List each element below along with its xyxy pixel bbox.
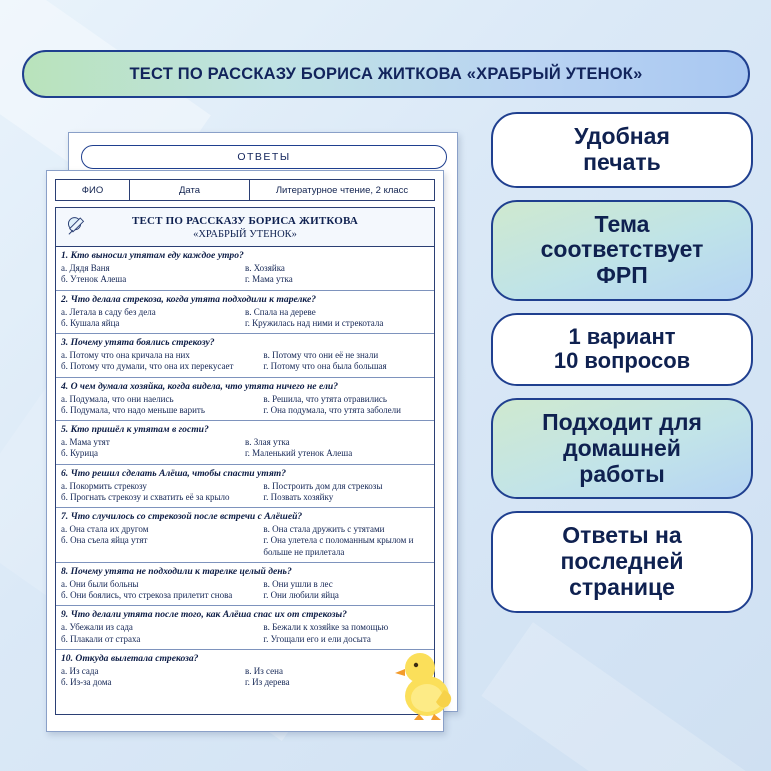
option-list <box>61 307 429 330</box>
question-text: 5. Кто пришёл к утятам в гости? <box>61 424 209 435</box>
test-sheet <box>46 170 444 732</box>
page-title: ТЕСТ ПО РАССКАЗУ БОРИСА ЖИТКОВА «ХРАБРЫЙ УТЕНОК» <box>129 64 643 83</box>
option[interactable]: б. Подумала, что надо меньше варить <box>61 404 205 415</box>
option[interactable]: в. Потому что они её не знали <box>263 350 379 360</box>
option[interactable]: в. Злая утка <box>245 437 290 447</box>
option[interactable]: б. Она съела яйца утят <box>61 535 148 546</box>
feature-line: домашней <box>563 434 681 461</box>
option[interactable]: г. Мама утка <box>245 274 293 285</box>
question-item <box>56 650 434 693</box>
feature-line: Подходит для <box>542 409 702 435</box>
option-list <box>61 579 429 602</box>
feature-pill-homework <box>491 398 753 499</box>
question-item <box>56 421 434 465</box>
option[interactable]: б. Из-за дома <box>61 677 112 687</box>
option[interactable]: а. Она стала их другом <box>61 524 149 534</box>
feature-pill-convenient-printing <box>491 112 753 188</box>
question-item <box>56 465 434 509</box>
question-text: 3. Почему утята боялись стрекозу? <box>61 337 215 348</box>
option[interactable]: а. Из сада <box>61 665 99 676</box>
option[interactable]: в. Они ушли в лес <box>263 578 333 589</box>
question-item <box>56 334 434 378</box>
question-text: 4. О чем думала хозяйка, когда видела, что утята ничего не ели? <box>61 380 339 392</box>
option-list <box>61 481 429 504</box>
feature-line: последней <box>560 548 684 574</box>
option[interactable]: а. Дядя Ваня <box>61 263 110 273</box>
question-item <box>56 378 434 422</box>
feature-line: Удобная <box>574 123 670 149</box>
option[interactable]: б. Курица <box>61 448 99 459</box>
question-text: 8. Почему утята не подходили к тарелке целый день? <box>61 565 292 577</box>
feature-line: соответствует <box>540 236 704 263</box>
field-subject: Литературное чтение, 2 класс <box>275 184 409 196</box>
question-text: 1. Кто выносил утятам еду каждое утро? <box>61 250 244 261</box>
option[interactable]: в. Спала на дереве <box>245 306 316 317</box>
feature-pill-variants-questions <box>491 313 753 386</box>
field-fio: ФИО <box>56 180 130 200</box>
question-item <box>56 291 434 335</box>
option[interactable]: а. Летала в саду без дела <box>61 306 156 317</box>
feature-line: 1 вариант <box>568 323 676 349</box>
option[interactable]: г. Из дерева <box>245 677 290 687</box>
option[interactable]: в. Бежали к хозяйке за помощью <box>263 622 389 633</box>
feature-pill-list <box>491 112 753 613</box>
option-list <box>61 263 429 286</box>
field-date: Дата <box>130 180 250 200</box>
feature-pill-answers-last-page <box>491 511 753 612</box>
option[interactable]: а. Они были больны <box>61 578 139 589</box>
option[interactable]: г. Маленький утенок Алеша <box>245 448 353 459</box>
option[interactable]: в. Решила, что утята отравились <box>263 393 387 404</box>
option[interactable]: б. Прогнать стрекозу и схватить её за крыло <box>61 491 230 502</box>
feature-line: печать <box>583 148 661 175</box>
test-title-line1: ТЕСТ ПО РАССКАЗУ БОРИСА ЖИТКОВА <box>131 215 359 227</box>
option-list <box>61 666 429 689</box>
feature-line: 10 вопросов <box>553 348 691 374</box>
feature-line: Тема <box>594 210 650 237</box>
worksheet-preview-stack <box>46 132 466 732</box>
option[interactable]: г. Позвать хозяйку <box>263 491 334 502</box>
question-text: 9. Что делали утята после того, как Алёша спас их от стрекозы? <box>61 609 347 621</box>
question-item <box>56 508 434 563</box>
option[interactable]: а. Убежали из сада <box>61 622 133 633</box>
option[interactable]: г. Она улетела с поломанным крылом и больше не прилетала <box>263 535 414 557</box>
option[interactable]: в. Хозяйка <box>245 263 285 273</box>
option[interactable]: б. Плакали от страха <box>61 633 141 644</box>
option[interactable]: б. Потому что думали, что она их перекусает <box>61 361 234 372</box>
question-item <box>56 606 434 650</box>
question-list <box>56 247 434 692</box>
student-info-row <box>55 179 435 201</box>
option[interactable]: в. Построить дом для стрекозы <box>263 480 383 491</box>
question-text: 7. Что случилось со стрекозой после встречи с Алёшей? <box>61 511 303 522</box>
option[interactable]: г. Потому что она была большая <box>263 361 387 372</box>
option[interactable]: а. Потому что она кричала на них <box>61 350 190 360</box>
question-item <box>56 563 434 607</box>
test-body <box>55 207 435 715</box>
question-text: 6. Что решил сделать Алёша, чтобы спасти утят? <box>61 467 287 479</box>
question-item <box>56 247 434 291</box>
feature-line: работы <box>579 460 665 487</box>
option[interactable]: б. Утенок Алеша <box>61 274 127 285</box>
option-list <box>61 524 429 558</box>
option-list <box>61 437 429 460</box>
pushpin-icon <box>64 214 90 240</box>
test-title-line2: «ХРАБРЫЙ УТЕНОК» <box>193 229 297 240</box>
answers-sheet-label: ОТВЕТЫ <box>81 145 447 169</box>
option[interactable]: б. Кушала яйца <box>61 317 120 328</box>
feature-line: странице <box>569 573 675 600</box>
option-list <box>61 350 429 373</box>
question-text: 2. Что делала стрекоза, когда утята подходили к тарелке? <box>61 293 317 305</box>
option[interactable]: г. Кружилась над ними и стрекотала <box>245 317 384 328</box>
option[interactable]: а. Мама утят <box>61 437 110 447</box>
option[interactable]: г. Угощали его и ели досыта <box>263 633 371 644</box>
option[interactable]: а. Подумала, что они наелись <box>61 393 174 404</box>
option[interactable]: в. Она стала дружить с утятами <box>263 524 385 534</box>
feature-pill-matches-frp <box>491 200 753 301</box>
option-list <box>61 394 429 417</box>
option[interactable]: б. Они боялись, что стрекоза прилетит снова <box>61 590 233 600</box>
option[interactable]: г. Она подумала, что утята заболели <box>263 404 401 415</box>
header-banner <box>22 50 750 98</box>
feature-line: ФРП <box>596 262 648 288</box>
option-list <box>61 622 429 645</box>
test-heading <box>56 208 434 247</box>
option[interactable]: в. Из сена <box>245 665 283 676</box>
duckling-illustration <box>394 642 460 722</box>
question-text: 10. Откуда вылетала стрекоза? <box>61 652 199 664</box>
option[interactable]: г. Они любили яйца <box>263 590 339 600</box>
option[interactable]: а. Покормить стрекозу <box>61 480 147 491</box>
feature-line: Ответы на <box>562 522 682 549</box>
